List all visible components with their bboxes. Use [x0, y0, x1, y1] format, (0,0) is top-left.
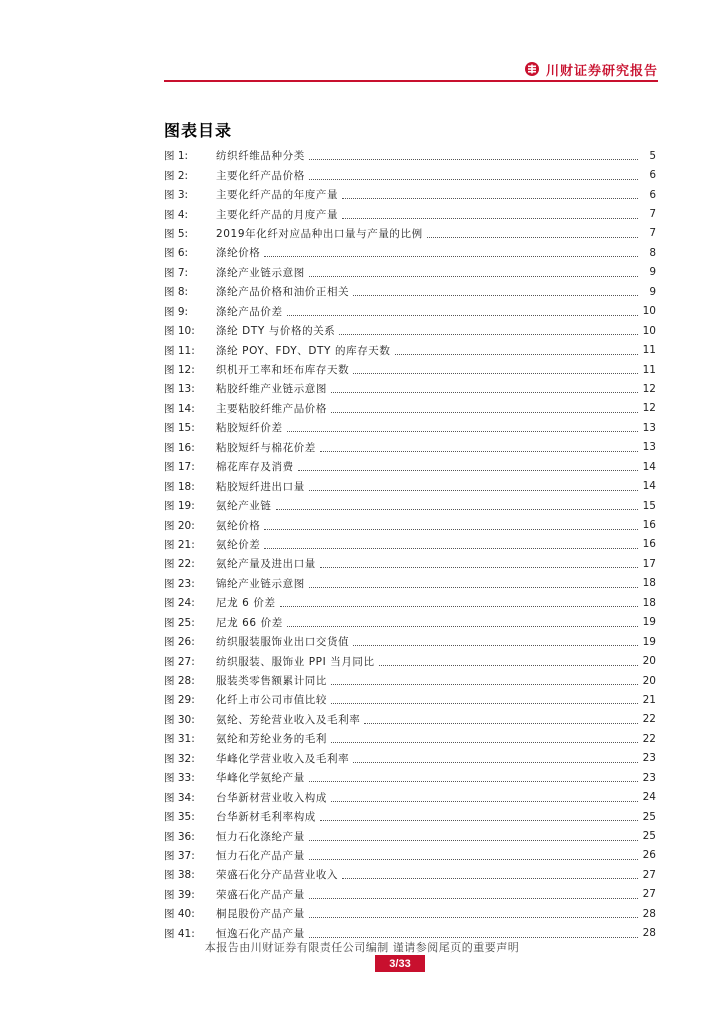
toc-page-number: 13	[642, 421, 656, 434]
toc-figure-number: 图 25:	[164, 616, 195, 629]
toc-figure-number: 图 18:	[164, 480, 195, 493]
toc-dot-leader	[331, 801, 638, 802]
toc-figure-number: 图 10:	[164, 325, 195, 338]
toc-entry[interactable]	[164, 263, 656, 282]
toc-entry[interactable]	[164, 710, 656, 729]
toc-dot-leader	[331, 742, 638, 743]
toc-entry-title: 粘胶短纤价差	[216, 422, 283, 435]
toc-page-number: 18	[642, 577, 656, 590]
toc-page-number: 19	[642, 616, 656, 629]
toc-entry-title: 主要化纤产品的月度产量	[216, 208, 339, 221]
toc-entry-title: 主要粘胶纤维产品价格	[216, 402, 327, 415]
toc-dot-leader	[320, 567, 638, 568]
toc-entry[interactable]	[164, 651, 656, 670]
toc-page-number: 11	[642, 344, 656, 357]
toc-dot-leader	[331, 684, 638, 685]
toc-page-number: 16	[642, 519, 656, 532]
toc-page-number: 12	[642, 402, 656, 415]
toc-entry[interactable]	[164, 826, 656, 845]
toc-entry[interactable]	[164, 418, 656, 437]
toc-figure-number: 图 23:	[164, 577, 195, 590]
toc-figure-number: 图 29:	[164, 694, 195, 707]
toc-page-number: 23	[642, 752, 656, 765]
toc-page-number: 10	[642, 324, 656, 337]
toc-list	[164, 146, 656, 943]
toc-page-number: 28	[642, 927, 656, 940]
toc-dot-leader	[353, 645, 638, 646]
toc-entry-title: 氨纶和芳纶业务的毛利	[216, 733, 327, 746]
toc-page-number: 25	[642, 810, 656, 823]
toc-figure-number: 图 31:	[164, 733, 195, 746]
toc-dot-leader	[342, 198, 638, 199]
toc-entry[interactable]	[164, 476, 656, 495]
toc-figure-number: 图 24:	[164, 597, 195, 610]
toc-entry[interactable]	[164, 399, 656, 418]
toc-entry-title: 氨纶、芳纶营业收入及毛利率	[216, 713, 361, 726]
toc-entry-title: 纺织服装服饰业出口交货值	[216, 636, 350, 649]
toc-entry[interactable]	[164, 574, 656, 593]
toc-entry-title: 涤纶价格	[216, 247, 261, 260]
toc-dot-leader	[309, 587, 638, 588]
toc-entry-title: 涤纶产品价差	[216, 305, 283, 318]
toc-dot-leader	[364, 723, 638, 724]
toc-dot-leader	[309, 490, 638, 491]
toc-entry[interactable]	[164, 690, 656, 709]
toc-figure-number: 图 41:	[164, 927, 195, 940]
toc-dot-leader	[309, 898, 638, 899]
toc-dot-leader	[309, 179, 638, 180]
toc-page-number: 22	[642, 732, 656, 745]
toc-figure-number: 图 36:	[164, 830, 195, 843]
toc-dot-leader	[309, 159, 638, 160]
toc-dot-leader	[264, 548, 638, 549]
toc-entry-title: 粘胶短纤进出口量	[216, 480, 305, 493]
toc-entry-title: 荣盛石化产品产量	[216, 888, 305, 901]
toc-entry-title: 桐昆股份产品产量	[216, 908, 305, 921]
toc-entry-title: 纺织服装、服饰业 PPI 当月同比	[216, 655, 375, 668]
toc-page-number: 23	[642, 771, 656, 784]
brand-title: 川财证券研究报告	[545, 63, 658, 79]
toc-entry[interactable]	[164, 885, 656, 904]
toc-entry[interactable]	[164, 671, 656, 690]
toc-dot-leader	[287, 431, 638, 432]
toc-page-number: 16	[642, 538, 656, 551]
toc-entry-title: 棉花库存及消费	[216, 461, 294, 474]
toc-dot-leader	[353, 373, 638, 374]
toc-entry-title: 台华新材毛利率构成	[216, 811, 316, 824]
toc-figure-number: 图 15:	[164, 422, 195, 435]
toc-entry-title: 织机开工率和坯布库存天数	[216, 364, 350, 377]
toc-entry-title: 涤纶 DTY 与价格的关系	[216, 325, 336, 338]
toc-entry[interactable]	[164, 535, 656, 554]
toc-figure-number: 图 17:	[164, 461, 195, 474]
toc-figure-number: 图 19:	[164, 500, 195, 513]
toc-entry[interactable]	[164, 593, 656, 612]
toc-entry[interactable]	[164, 632, 656, 651]
toc-figure-number: 图 40:	[164, 908, 195, 921]
toc-page-number: 26	[642, 849, 656, 862]
toc-entry-title: 锦纶产业链示意图	[216, 577, 305, 590]
toc-page-number: 20	[642, 655, 656, 668]
toc-dot-leader	[309, 917, 638, 918]
toc-entry-title: 氨纶产量及进出口量	[216, 558, 316, 571]
toc-figure-number: 图 34:	[164, 791, 195, 804]
toc-page-number: 25	[642, 830, 656, 843]
toc-entry-title: 恒力石化产品产量	[216, 849, 305, 862]
toc-entry-title: 化纤上市公司市值比较	[216, 694, 327, 707]
toc-page-number: 17	[642, 557, 656, 570]
toc-dot-leader	[342, 878, 638, 879]
toc-page-number: 10	[642, 305, 656, 318]
brand-header	[524, 59, 658, 79]
toc-figure-number: 图 9:	[164, 305, 189, 318]
toc-dot-leader	[287, 626, 638, 627]
toc-entry-title: 华峰化学营业收入及毛利率	[216, 752, 350, 765]
toc-entry[interactable]	[164, 360, 656, 379]
toc-figure-number: 图 12:	[164, 364, 195, 377]
toc-entry[interactable]	[164, 165, 656, 184]
toc-entry[interactable]	[164, 302, 656, 321]
toc-figure-number: 图 4:	[164, 208, 189, 221]
toc-page-number: 19	[642, 635, 656, 648]
toc-entry[interactable]	[164, 243, 656, 262]
toc-dot-leader	[280, 606, 638, 607]
toc-entry-title: 氨纶价差	[216, 538, 261, 551]
toc-figure-number: 图 8:	[164, 286, 189, 299]
toc-page-number: 9	[649, 285, 656, 298]
toc-dot-leader	[342, 218, 638, 219]
toc-entry[interactable]	[164, 613, 656, 632]
toc-page-number: 7	[649, 227, 656, 240]
toc-page-number: 5	[649, 149, 656, 162]
toc-entry-title: 恒逸石化产品产量	[216, 927, 305, 940]
toc-page-number: 27	[642, 868, 656, 881]
chuancai-logo-icon	[524, 61, 540, 77]
toc-entry[interactable]	[164, 554, 656, 573]
toc-page-number: 20	[642, 674, 656, 687]
toc-dot-leader	[353, 762, 638, 763]
toc-page-number: 22	[642, 713, 656, 726]
toc-entry[interactable]	[164, 787, 656, 806]
toc-figure-number: 图 6:	[164, 247, 189, 260]
toc-figure-number: 图 3:	[164, 189, 189, 202]
toc-entry-title: 粘胶纤维产业链示意图	[216, 383, 327, 396]
toc-dot-leader	[309, 276, 638, 277]
toc-entry-title: 荣盛石化分产品营业收入	[216, 869, 339, 882]
toc-entry[interactable]	[164, 729, 656, 748]
toc-figure-number: 图 33:	[164, 772, 195, 785]
toc-page-number: 7	[649, 208, 656, 221]
toc-dot-leader	[331, 412, 638, 413]
toc-entry[interactable]	[164, 185, 656, 204]
toc-page-number: 21	[642, 693, 656, 706]
toc-page-number: 18	[642, 596, 656, 609]
toc-page-number: 6	[649, 188, 656, 201]
toc-page-number: 24	[642, 791, 656, 804]
toc-figure-number: 图 37:	[164, 849, 195, 862]
toc-entry[interactable]	[164, 865, 656, 884]
toc-figure-number: 图 28:	[164, 675, 195, 688]
toc-entry-title: 纺织纤维品种分类	[216, 150, 305, 163]
toc-figure-number: 图 30:	[164, 713, 195, 726]
toc-figure-number: 图 16:	[164, 441, 195, 454]
toc-dot-leader	[264, 256, 638, 257]
toc-entry-title: 主要化纤产品价格	[216, 169, 305, 182]
toc-page-number: 13	[642, 441, 656, 454]
toc-entry[interactable]	[164, 340, 656, 359]
toc-entry-title: 粘胶短纤与棉花价差	[216, 441, 316, 454]
toc-entry[interactable]	[164, 807, 656, 826]
toc-page-number: 11	[642, 363, 656, 376]
toc-dot-leader	[353, 295, 638, 296]
toc-page-number: 6	[649, 169, 656, 182]
toc-page-number: 28	[642, 907, 656, 920]
toc-figure-number: 图 7:	[164, 266, 189, 279]
toc-page-number: 15	[642, 499, 656, 512]
toc-page-number: 27	[642, 888, 656, 901]
toc-dot-leader	[309, 781, 638, 782]
toc-figure-number: 图 14:	[164, 402, 195, 415]
toc-figure-number: 图 22:	[164, 558, 195, 571]
toc-entry-title: 涤纶产业链示意图	[216, 266, 305, 279]
toc-page-number: 14	[642, 480, 656, 493]
toc-page-number: 14	[642, 460, 656, 473]
toc-entry[interactable]	[164, 224, 656, 243]
toc-figure-number: 图 11:	[164, 344, 195, 357]
toc-entry[interactable]	[164, 904, 656, 923]
toc-dot-leader	[395, 354, 639, 355]
toc-entry-title: 恒力石化涤纶产量	[216, 830, 305, 843]
toc-entry[interactable]	[164, 438, 656, 457]
toc-dot-leader	[264, 529, 638, 530]
toc-entry[interactable]	[164, 321, 656, 340]
toc-entry-title: 华峰化学氨纶产量	[216, 772, 305, 785]
toc-figure-number: 图 1:	[164, 150, 189, 163]
toc-dot-leader	[309, 840, 638, 841]
toc-entry[interactable]	[164, 146, 656, 165]
toc-figure-number: 图 32:	[164, 752, 195, 765]
toc-page-number: 9	[649, 266, 656, 279]
toc-entry-title: 尼龙 66 价差	[216, 616, 283, 629]
toc-entry[interactable]	[164, 846, 656, 865]
toc-dot-leader	[331, 703, 638, 704]
toc-figure-number: 图 13:	[164, 383, 195, 396]
toc-figure-number: 图 21:	[164, 538, 195, 551]
toc-figure-number: 图 20:	[164, 519, 195, 532]
toc-entry[interactable]	[164, 282, 656, 301]
page-number-badge: 3/33	[375, 955, 425, 972]
toc-figure-number: 图 5:	[164, 227, 189, 240]
toc-figure-number: 图 26:	[164, 636, 195, 649]
toc-entry-title: 涤纶产品价格和油价正相关	[216, 286, 350, 299]
toc-entry-title: 台华新材营业收入构成	[216, 791, 327, 804]
toc-dot-leader	[309, 937, 638, 938]
toc-entry[interactable]	[164, 457, 656, 476]
toc-figure-number: 图 35:	[164, 811, 195, 824]
toc-entry-title: 2019年化纤对应品种出口量与产量的比例	[216, 227, 423, 240]
toc-entry[interactable]	[164, 204, 656, 223]
toc-entry-title: 涤纶 POY、FDY、DTY 的库存天数	[216, 344, 391, 357]
toc-entry[interactable]	[164, 749, 656, 768]
toc-figure-number: 图 27:	[164, 655, 195, 668]
toc-entry[interactable]	[164, 768, 656, 787]
footer-disclaimer: 本报告由川财证券有限责任公司编制 谨请参阅尾页的重要声明	[204, 941, 520, 954]
toc-figure-number: 图 38:	[164, 869, 195, 882]
toc-dot-leader	[427, 237, 638, 238]
toc-entry-title: 氨纶产业链	[216, 500, 272, 513]
header-divider	[164, 80, 658, 82]
toc-dot-leader	[298, 470, 638, 471]
toc-dot-leader	[276, 509, 639, 510]
toc-entry[interactable]	[164, 515, 656, 534]
toc-entry-title: 服装类零售额累计同比	[216, 675, 327, 688]
toc-dot-leader	[331, 392, 638, 393]
toc-figure-number: 图 39:	[164, 888, 195, 901]
toc-entry-title: 氨纶价格	[216, 519, 261, 532]
toc-dot-leader	[339, 334, 638, 335]
toc-figure-number: 图 2:	[164, 169, 189, 182]
toc-entry-title: 主要化纤产品的年度产量	[216, 189, 339, 202]
toc-dot-leader	[320, 820, 638, 821]
toc-page-number: 12	[642, 382, 656, 395]
toc-title: 图表目录	[164, 121, 233, 140]
toc-dot-leader	[379, 665, 638, 666]
toc-page-number: 8	[649, 246, 656, 259]
toc-entry-title: 尼龙 6 价差	[216, 597, 276, 610]
toc-entry[interactable]	[164, 496, 656, 515]
toc-dot-leader	[309, 859, 638, 860]
toc-dot-leader	[287, 315, 638, 316]
toc-dot-leader	[320, 451, 638, 452]
toc-entry[interactable]	[164, 379, 656, 398]
